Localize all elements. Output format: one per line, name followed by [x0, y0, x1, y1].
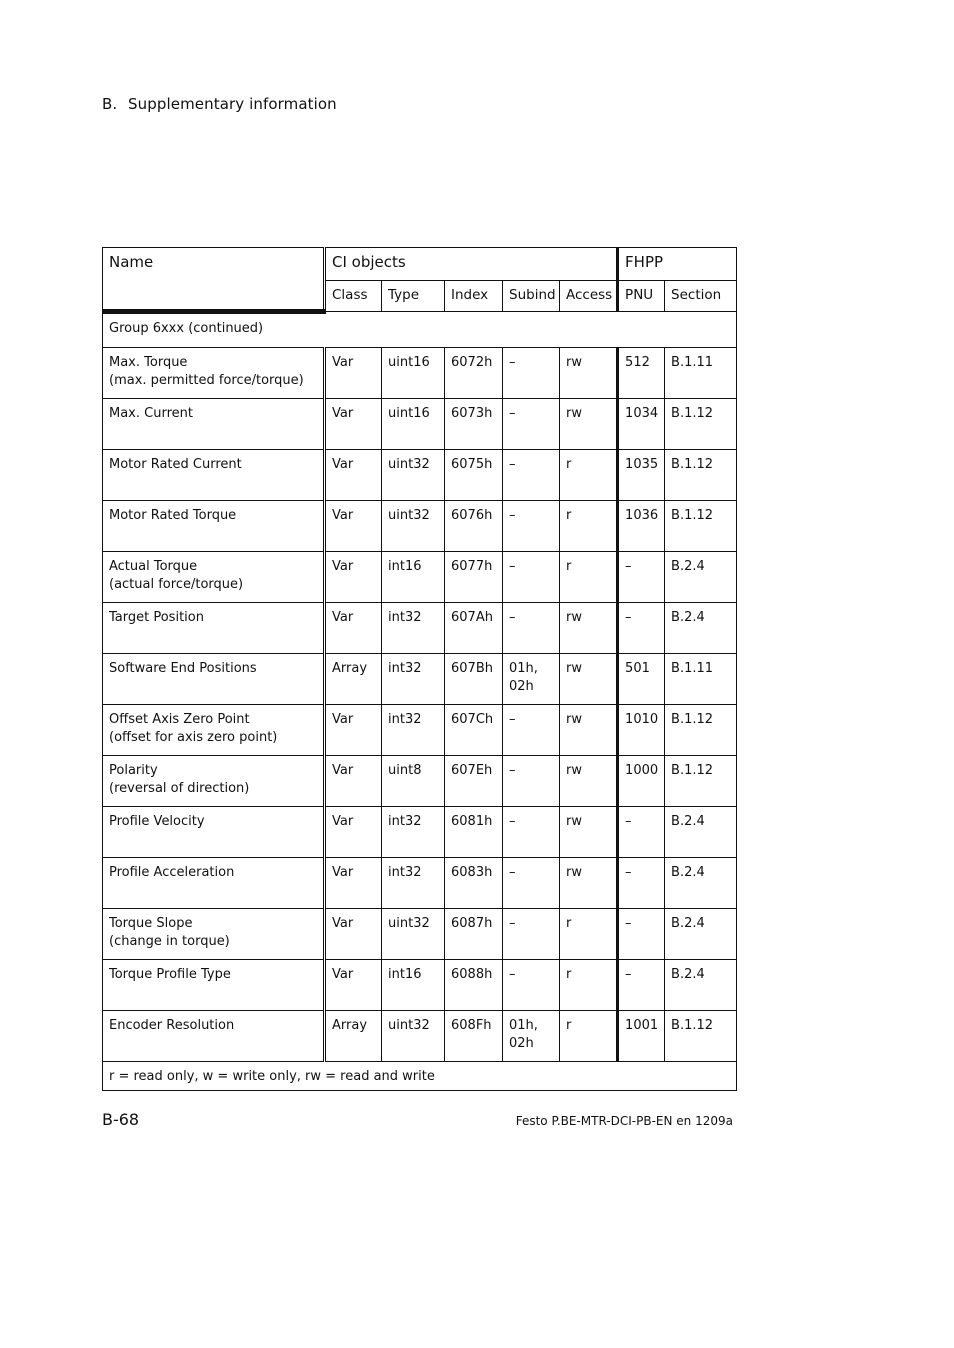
- pnu-cell: [618, 654, 665, 705]
- subind-cell-value: –: [509, 967, 516, 982]
- type-cell: [382, 348, 445, 399]
- access-cell-value: r: [566, 457, 572, 472]
- pnu-cell-value: 512: [625, 355, 650, 370]
- type-cell-value: int32: [388, 661, 422, 676]
- class-cell-value: Var: [332, 865, 354, 880]
- index-cell-value: 6077h: [451, 559, 493, 574]
- pnu-cell: [618, 705, 665, 756]
- section-cell-value: B.1.12: [671, 508, 714, 523]
- access-footnote: r = read only, w = write only, rw = read and write: [103, 1062, 737, 1091]
- name-cell: [103, 807, 325, 858]
- class-cell-value: Var: [332, 763, 354, 778]
- access-cell: [560, 501, 618, 552]
- class-cell: [325, 348, 382, 399]
- section-cell: [665, 654, 737, 705]
- type-cell-value: int32: [388, 865, 422, 880]
- page-number: B-68: [102, 1110, 140, 1129]
- subind-cell-value: –: [509, 508, 516, 523]
- class-cell-value: Var: [332, 610, 354, 625]
- index-cell: [445, 552, 503, 603]
- section-cell: [665, 552, 737, 603]
- index-cell-value: 6088h: [451, 967, 493, 982]
- subind-cell: [503, 348, 560, 399]
- section-cell-value: B.1.12: [671, 1018, 714, 1033]
- subind-cell: [503, 1011, 560, 1062]
- access-cell-value: r: [566, 559, 572, 574]
- section-cell-value: B.2.4: [671, 610, 705, 625]
- section-cell: [665, 909, 737, 960]
- class-cell: [325, 603, 382, 654]
- access-cell: [560, 1011, 618, 1062]
- type-cell-value: int32: [388, 814, 422, 829]
- access-cell-value: r: [566, 1018, 572, 1033]
- index-cell: [445, 807, 503, 858]
- section-cell: [665, 501, 737, 552]
- class-cell: [325, 654, 382, 705]
- access-cell-value: rw: [566, 763, 582, 778]
- object-name: Profile Acceleration: [109, 865, 235, 880]
- name-cell: [103, 756, 325, 807]
- index-cell: [445, 501, 503, 552]
- access-cell-value: rw: [566, 661, 582, 676]
- access-cell: [560, 858, 618, 909]
- type-cell: [382, 399, 445, 450]
- access-cell: [560, 807, 618, 858]
- section-cell: [665, 399, 737, 450]
- subind-cell-value: –: [509, 406, 516, 421]
- object-note: (actual force/torque): [109, 576, 244, 592]
- access-cell-value: rw: [566, 610, 582, 625]
- index-cell-value: 6072h: [451, 355, 493, 370]
- section-cell: [665, 1011, 737, 1062]
- subind-cell: [503, 909, 560, 960]
- section-cell-value: B.1.11: [671, 355, 714, 370]
- index-cell-value: 6083h: [451, 865, 493, 880]
- table-row: [103, 501, 737, 552]
- class-cell: [325, 807, 382, 858]
- section-header: [102, 95, 337, 113]
- name-cell: [103, 1011, 325, 1062]
- index-cell-value: 6076h: [451, 508, 493, 523]
- subind-cell-value: –: [509, 559, 516, 574]
- pnu-cell-value: 1000: [625, 763, 659, 778]
- table-row: [103, 348, 737, 399]
- section-cell: [665, 858, 737, 909]
- pnu-cell: [618, 1011, 665, 1062]
- object-name: Software End Positions: [109, 661, 257, 676]
- name-cell: [103, 501, 325, 552]
- index-cell: [445, 603, 503, 654]
- subind-cell: [503, 450, 560, 501]
- type-column-header: Type: [382, 281, 445, 312]
- type-cell: [382, 807, 445, 858]
- access-cell-value: rw: [566, 355, 582, 370]
- ci-objects-header: CI objects: [325, 248, 618, 281]
- type-cell-value: int32: [388, 610, 422, 625]
- name-cell: [103, 552, 325, 603]
- pnu-cell: [618, 603, 665, 654]
- pnu-cell-value: –: [625, 865, 632, 880]
- access-cell: [560, 705, 618, 756]
- object-name: Torque Profile Type: [109, 967, 231, 982]
- type-cell: [382, 858, 445, 909]
- pnu-cell: [618, 909, 665, 960]
- subind-cell: [503, 552, 560, 603]
- object-name: Target Position: [109, 610, 204, 625]
- pnu-cell-value: –: [625, 967, 632, 982]
- pnu-cell-value: –: [625, 559, 632, 574]
- class-cell-value: Var: [332, 967, 354, 982]
- pnu-cell-value: –: [625, 814, 632, 829]
- table-row: [103, 450, 737, 501]
- section-cell-value: B.2.4: [671, 916, 705, 931]
- section-cell-value: B.1.12: [671, 457, 714, 472]
- section-title: Supplementary information: [128, 95, 337, 113]
- object-name: Max. Current: [109, 406, 193, 421]
- subind-cell: [503, 399, 560, 450]
- section-number: B.: [102, 95, 118, 113]
- access-cell: [560, 909, 618, 960]
- type-cell: [382, 552, 445, 603]
- access-cell: [560, 960, 618, 1011]
- pnu-cell-value: –: [625, 610, 632, 625]
- object-note: (max. permitted force/torque): [109, 372, 304, 388]
- access-cell-value: rw: [566, 712, 582, 727]
- section-cell-value: B.2.4: [671, 865, 705, 880]
- class-cell-value: Var: [332, 457, 354, 472]
- pnu-cell: [618, 552, 665, 603]
- object-note: (offset for axis zero point): [109, 729, 278, 745]
- type-cell-value: uint16: [388, 355, 430, 370]
- subind-cell-value: –: [509, 916, 516, 931]
- object-name: Torque Slope: [109, 916, 193, 931]
- name-cell: [103, 603, 325, 654]
- name-cell: [103, 399, 325, 450]
- type-cell: [382, 654, 445, 705]
- type-cell-value: uint16: [388, 406, 430, 421]
- object-name: Polarity: [109, 763, 158, 778]
- section-cell-value: B.1.12: [671, 406, 714, 421]
- class-cell-value: Array: [332, 661, 368, 676]
- name-cell: [103, 858, 325, 909]
- object-name: Motor Rated Torque: [109, 508, 237, 523]
- group-row: [103, 312, 737, 348]
- access-cell: [560, 399, 618, 450]
- subind-cell-value-2: 02h: [509, 678, 534, 694]
- class-cell: [325, 858, 382, 909]
- class-cell-value: Var: [332, 406, 354, 421]
- class-column-header: Class: [325, 281, 382, 312]
- section-cell-value: B.1.12: [671, 763, 714, 778]
- class-cell-value: Var: [332, 916, 354, 931]
- class-cell: [325, 552, 382, 603]
- pnu-cell: [618, 399, 665, 450]
- class-cell: [325, 960, 382, 1011]
- index-cell: [445, 858, 503, 909]
- section-cell-value: B.1.11: [671, 661, 714, 676]
- access-cell: [560, 756, 618, 807]
- object-note: (change in torque): [109, 933, 230, 949]
- index-column-header: Index: [445, 281, 503, 312]
- section-cell-value: B.2.4: [671, 814, 705, 829]
- access-cell: [560, 603, 618, 654]
- access-cell-value: rw: [566, 814, 582, 829]
- type-cell-value: uint32: [388, 508, 430, 523]
- table-row: [103, 705, 737, 756]
- access-cell-value: r: [566, 967, 572, 982]
- section-cell: [665, 960, 737, 1011]
- section-cell: [665, 705, 737, 756]
- subind-cell: [503, 654, 560, 705]
- class-cell-value: Var: [332, 559, 354, 574]
- class-cell: [325, 756, 382, 807]
- section-cell: [665, 807, 737, 858]
- type-cell-value: int16: [388, 559, 422, 574]
- pnu-cell-value: 1001: [625, 1018, 659, 1033]
- index-cell: [445, 399, 503, 450]
- index-cell: [445, 960, 503, 1011]
- index-cell: [445, 705, 503, 756]
- index-cell-value: 6073h: [451, 406, 493, 421]
- index-cell: [445, 756, 503, 807]
- type-cell-value: uint32: [388, 916, 430, 931]
- pnu-cell: [618, 807, 665, 858]
- pnu-cell-value: 1010: [625, 712, 659, 727]
- object-name: Profile Velocity: [109, 814, 205, 829]
- pnu-cell-value: 1034: [625, 406, 659, 421]
- section-column-header: Section: [665, 281, 737, 312]
- class-cell-value: Var: [332, 712, 354, 727]
- subind-cell-value: –: [509, 610, 516, 625]
- type-cell: [382, 1011, 445, 1062]
- name-cell: [103, 348, 325, 399]
- name-cell: [103, 960, 325, 1011]
- pnu-cell: [618, 858, 665, 909]
- type-cell: [382, 705, 445, 756]
- type-cell-value: uint32: [388, 457, 430, 472]
- pnu-column-header: PNU: [618, 281, 665, 312]
- type-cell: [382, 603, 445, 654]
- header-row-groups: [103, 248, 737, 281]
- subind-cell: [503, 756, 560, 807]
- table-row: [103, 1011, 737, 1062]
- table-row: [103, 399, 737, 450]
- fhpp-header: FHPP: [618, 248, 737, 281]
- subind-cell-value: –: [509, 457, 516, 472]
- name-cell: [103, 654, 325, 705]
- table-row: [103, 603, 737, 654]
- pnu-cell: [618, 756, 665, 807]
- section-cell-value: B.2.4: [671, 967, 705, 982]
- access-cell-value: rw: [566, 865, 582, 880]
- subind-cell: [503, 858, 560, 909]
- subind-cell-value: –: [509, 814, 516, 829]
- access-cell: [560, 450, 618, 501]
- type-cell: [382, 909, 445, 960]
- subind-cell-value: –: [509, 763, 516, 778]
- table-row: [103, 858, 737, 909]
- subind-cell: [503, 807, 560, 858]
- subind-cell: [503, 501, 560, 552]
- subind-cell-value-2: 02h: [509, 1035, 534, 1051]
- object-name: Encoder Resolution: [109, 1018, 235, 1033]
- index-cell-value: 607Bh: [451, 661, 493, 676]
- access-cell: [560, 654, 618, 705]
- object-note: (reversal of direction): [109, 780, 250, 796]
- access-cell-value: r: [566, 916, 572, 931]
- pnu-cell: [618, 348, 665, 399]
- type-cell-value: int32: [388, 712, 422, 727]
- name-column-header: Name: [103, 248, 325, 312]
- type-cell: [382, 450, 445, 501]
- access-cell-value: r: [566, 508, 572, 523]
- subind-cell-value: –: [509, 355, 516, 370]
- subind-column-header: Subind: [503, 281, 560, 312]
- section-cell-value: B.1.12: [671, 712, 714, 727]
- object-name: Actual Torque: [109, 559, 198, 574]
- section-cell: [665, 603, 737, 654]
- class-cell-value: Array: [332, 1018, 368, 1033]
- pnu-cell: [618, 501, 665, 552]
- table-row: [103, 909, 737, 960]
- object-name: Offset Axis Zero Point: [109, 712, 250, 727]
- subind-cell: [503, 960, 560, 1011]
- object-name: Max. Torque: [109, 355, 188, 370]
- pnu-cell-value: 501: [625, 661, 650, 676]
- subind-cell-value: –: [509, 712, 516, 727]
- section-cell: [665, 348, 737, 399]
- class-cell: [325, 705, 382, 756]
- pnu-cell-value: 1036: [625, 508, 659, 523]
- index-cell-value: 6087h: [451, 916, 493, 931]
- name-cell: [103, 909, 325, 960]
- class-cell: [325, 1011, 382, 1062]
- class-cell-value: Var: [332, 508, 354, 523]
- index-cell-value: 607Ah: [451, 610, 493, 625]
- pnu-cell: [618, 960, 665, 1011]
- class-cell: [325, 399, 382, 450]
- class-cell: [325, 909, 382, 960]
- class-cell-value: Var: [332, 355, 354, 370]
- class-cell: [325, 501, 382, 552]
- index-cell-value: 6081h: [451, 814, 493, 829]
- name-cell: [103, 450, 325, 501]
- pnu-cell-value: –: [625, 916, 632, 931]
- group-label: Group 6xxx (continued): [103, 312, 737, 348]
- pnu-cell: [618, 450, 665, 501]
- index-cell: [445, 348, 503, 399]
- index-cell-value: 607Ch: [451, 712, 494, 727]
- index-cell: [445, 654, 503, 705]
- index-cell: [445, 450, 503, 501]
- index-cell-value: 6075h: [451, 457, 493, 472]
- access-cell: [560, 348, 618, 399]
- table-row: [103, 807, 737, 858]
- type-cell-value: uint8: [388, 763, 422, 778]
- type-cell-value: int16: [388, 967, 422, 982]
- footnote-row: [103, 1062, 737, 1091]
- index-cell-value: 607Eh: [451, 763, 493, 778]
- ci-objects-table: [102, 247, 737, 1091]
- subind-cell: [503, 603, 560, 654]
- table-row: [103, 960, 737, 1011]
- access-cell: [560, 552, 618, 603]
- access-cell-value: rw: [566, 406, 582, 421]
- section-cell: [665, 756, 737, 807]
- subind-cell: [503, 705, 560, 756]
- index-cell: [445, 909, 503, 960]
- object-name: Motor Rated Current: [109, 457, 242, 472]
- document-reference: Festo P.BE-MTR-DCI-PB-EN en 1209a: [515, 1114, 733, 1128]
- type-cell: [382, 501, 445, 552]
- class-cell-value: Var: [332, 814, 354, 829]
- access-column-header: Access: [560, 281, 618, 312]
- class-cell: [325, 450, 382, 501]
- table-row: [103, 654, 737, 705]
- index-cell-value: 608Fh: [451, 1018, 492, 1033]
- section-cell-value: B.2.4: [671, 559, 705, 574]
- table-row: [103, 756, 737, 807]
- type-cell: [382, 756, 445, 807]
- section-cell: [665, 450, 737, 501]
- type-cell: [382, 960, 445, 1011]
- name-cell: [103, 705, 325, 756]
- subind-cell-value: 01h,: [509, 661, 538, 676]
- index-cell: [445, 1011, 503, 1062]
- table-row: [103, 552, 737, 603]
- subind-cell-value: –: [509, 865, 516, 880]
- pnu-cell-value: 1035: [625, 457, 659, 472]
- subind-cell-value: 01h,: [509, 1018, 538, 1033]
- type-cell-value: uint32: [388, 1018, 430, 1033]
